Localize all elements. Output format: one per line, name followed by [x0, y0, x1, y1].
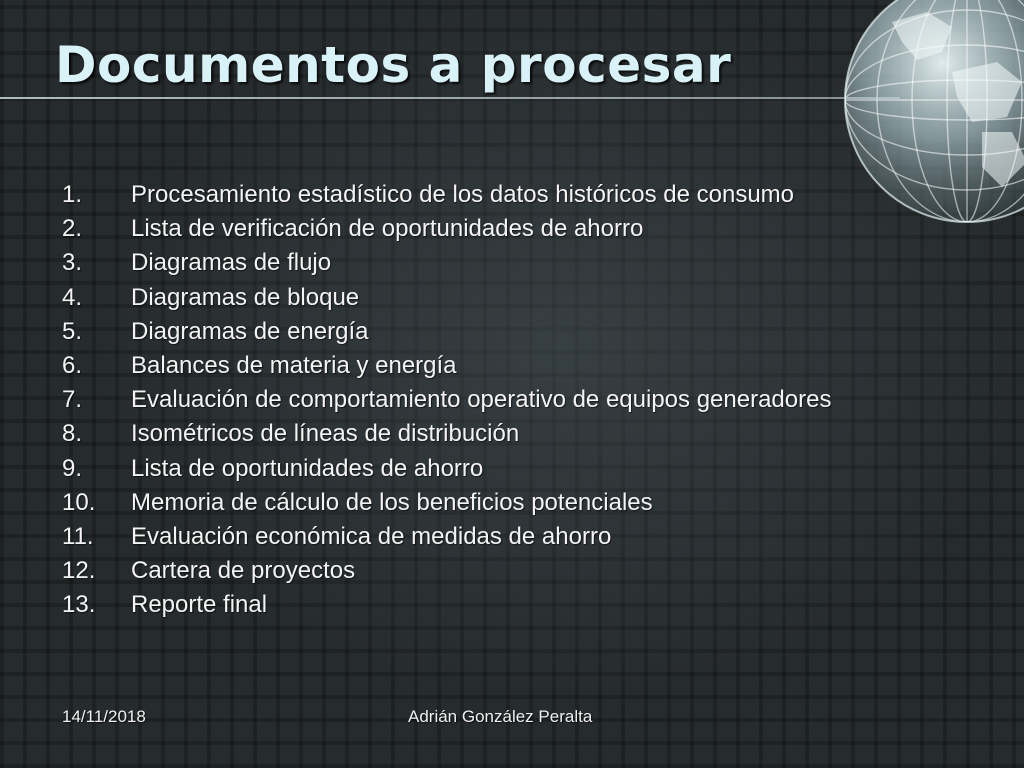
list-item: [62, 554, 831, 588]
list-item-text: Diagramas de flujo: [131, 249, 332, 277]
list-item-number: 8.: [62, 420, 83, 448]
list-item: [62, 417, 831, 451]
list-item-number: 11.: [62, 522, 94, 550]
list-item-text: Procesamiento estadístico de los datos históricos de consumo: [131, 181, 795, 209]
list-item: [62, 315, 831, 349]
list-item: [62, 178, 831, 212]
list-item: [62, 486, 831, 520]
list-item-text: Lista de oportunidades de ahorro: [131, 454, 484, 482]
list-item-number: 2.: [62, 215, 83, 243]
list-item-number: 5.: [62, 317, 83, 345]
list-item-number: 13.: [62, 591, 96, 619]
list-item-text: Isométricos de líneas de distribución: [131, 420, 520, 448]
list-item: [62, 212, 831, 246]
list-item-text: Memoria de cálculo de los beneficios potenciales: [131, 488, 653, 516]
list-item: [62, 281, 831, 315]
list-item-text: Diagramas de bloque: [131, 283, 360, 311]
title-divider: [0, 97, 900, 99]
list-item-number: 10.: [62, 488, 96, 516]
list-item-number: 7.: [62, 386, 83, 414]
list-item-number: 12.: [62, 557, 96, 585]
list-item-text: Evaluación de comportamiento operativo de equipos generadores: [131, 386, 832, 414]
list-item-number: 6.: [62, 352, 83, 380]
list-item-text: Evaluación económica de medidas de ahorro: [131, 522, 612, 550]
list-item-text: Cartera de proyectos: [131, 557, 356, 585]
list-item: [62, 588, 831, 622]
list-item: [62, 349, 831, 383]
list-item-text: Reporte final: [131, 591, 268, 619]
list-item-number: 3.: [62, 249, 83, 277]
list-item-number: 4.: [62, 283, 83, 311]
list-item-text: Lista de verificación de oportunidades de ahorro: [131, 215, 644, 243]
slide-title: Documentos a procesar: [55, 36, 732, 94]
footer-author: Adrián González Peralta: [408, 707, 593, 726]
list-item-text: Balances de materia y energía: [131, 352, 457, 380]
list-item-number: 9.: [62, 454, 83, 482]
globe-icon: [832, 0, 1024, 232]
list-item: [62, 246, 831, 280]
list-item-text: Diagramas de energía: [131, 317, 369, 345]
list-item: [62, 452, 831, 486]
document-list: [62, 178, 831, 622]
list-item: [62, 383, 831, 417]
list-item-number: 1.: [62, 181, 83, 209]
list-item: [62, 520, 831, 554]
footer-date: 14/11/2018: [62, 707, 146, 726]
